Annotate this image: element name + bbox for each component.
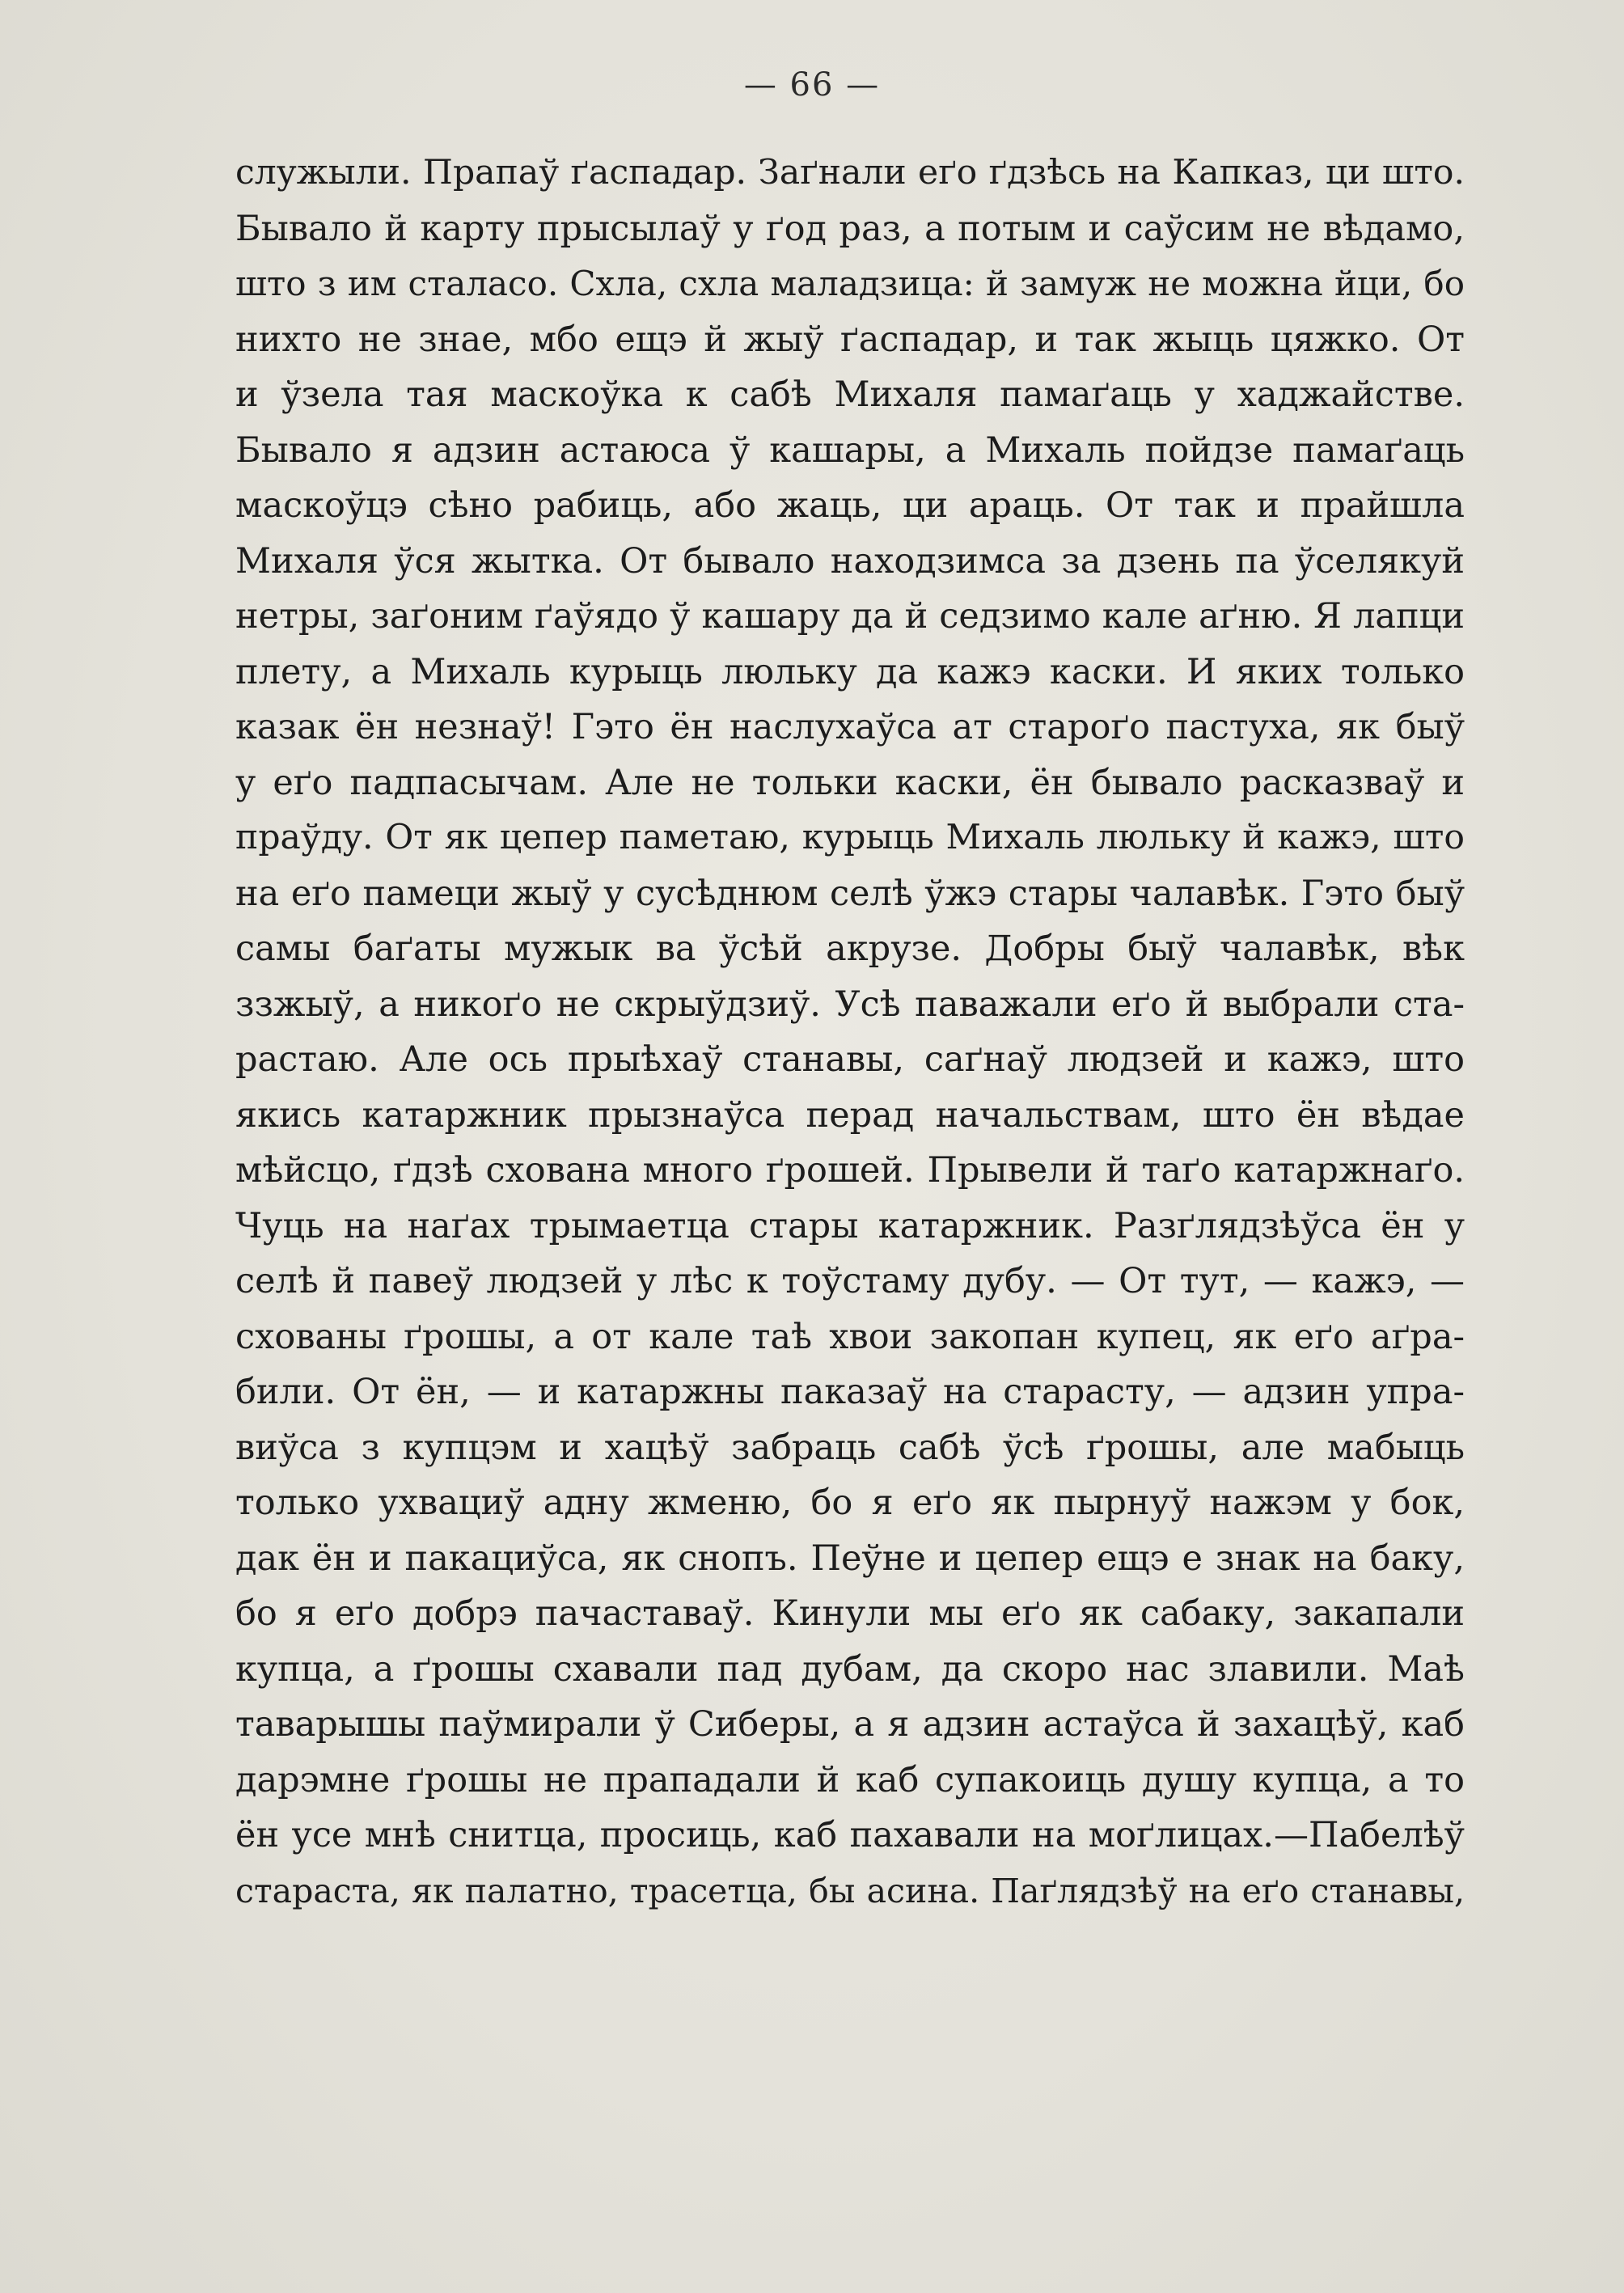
text-line: у еґо падпасычам. Але не тольки каски, ён бывало расказваў и: [235, 762, 1465, 803]
text-line: дак ён и пакациўса, як снопъ. Пеўне и цепер ещэ е знак на баку,: [235, 1538, 1465, 1579]
text-line: били. От ён, — и катаржны паказаў на старасту, — адзин упра-: [235, 1372, 1465, 1412]
text-line: стараста, як палатно, трасетца, бы асина. Паґлядзѣў на еґо станавы,: [235, 1871, 1465, 1910]
text-line: якись катаржник прызнаўса перад начальствам, што ён вѣдае: [235, 1094, 1465, 1136]
text-line: Михаля ўся жытка. От бывало находзимса за дзень па ўселякуй: [235, 540, 1465, 582]
page-number: — 66 —: [743, 66, 881, 104]
text-line: Бывало й карту прысылаў у ґод раз, а потым и саўсим не вѣдамо,: [235, 208, 1465, 249]
text-line: ён усе мнѣ снитца, просиць, каб пахавали на моґлицах.—Пабелѣў: [235, 1815, 1465, 1855]
text-line: селѣ й павеў людзей у лѣс к тоўстаму дубу. — От тут, — кажэ, —: [235, 1261, 1465, 1301]
text-line: плету, а Михаль курыць люльку да кажэ каски. И яких только: [235, 651, 1465, 692]
text-line: дарэмне ґрошы не прападали й каб супакоиць душу купца, а то: [235, 1759, 1465, 1800]
text-line: што з им сталасо. Схла, схла маладзица: й замуж не можна йци, бо: [235, 264, 1465, 303]
text-line: Чуць на наґах трымаетца стары катаржник. Разґлядзѣўса ён у: [235, 1205, 1465, 1246]
text-line: бо я еґо добрэ пачаставаў. Кинули мы еґо як сабаку, закапали: [235, 1593, 1465, 1634]
text-line: Бывало я адзин астаюса ў кашары, а Михаль пойдзе памаґаць: [235, 429, 1465, 471]
text-line: нетры, заґоним ґаўядо ў кашару да й седзимо кале аґню. Я лапци: [235, 596, 1465, 637]
text-line: схованы ґрошы, а от кале таѣ хвои закопан купец, як еґо аґра-: [235, 1316, 1465, 1357]
text-line: ззжыў, а никоґо не скрыўдзиў. Усѣ паважали еґо й выбрали ста-: [235, 984, 1465, 1025]
text-line: таварышы паўмирали ў Сиберы, а я адзин астаўса й захацѣў, каб: [235, 1704, 1465, 1745]
text-line: купца, а ґрошы схавали пад дубам, да скоро нас злавили. Маѣ: [235, 1648, 1465, 1690]
text-line: праўду. От як цепер паметаю, курыць Михаль люльку й кажэ, што: [235, 818, 1465, 857]
text-line: и ўзела тая маскоўка к сабѣ Михаля памаґаць у хаджайстве.: [235, 374, 1465, 415]
text-line: казак ён незнаў! Гэто ён наслухаўса ат староґо пастуха, як быў: [235, 707, 1465, 747]
text-line: виўса з купцэм и хацѣў забраць сабѣ ўсѣ ґрошы, але мабыць: [235, 1427, 1465, 1468]
text-line: маскоўцэ сѣно рабиць, або жаць, ци араць. От так и прайшла: [235, 485, 1465, 526]
text-line: служыли. Прапаў ґаспадар. Заґнали еґо ґдзѣсь на Капказ, ци што.: [235, 153, 1465, 192]
text-line: только ухвациў адну жменю, бо я еґо як пырнуў нажэм у бок,: [235, 1483, 1465, 1523]
text-line: на еґо памеци жыў у сусѣднюм селѣ ўжэ стары чалавѣк. Гэто быў: [235, 873, 1465, 914]
text-line: мѣйсцо, ґдзѣ схована много ґрошей. Прывели й таґо катаржнаґо.: [235, 1150, 1465, 1191]
body-text: [235, 146, 1465, 1919]
text-line: самы баґаты мужык ва ўсѣй акрузе. Добры быў чалавѣк, вѣк: [235, 929, 1465, 969]
text-line: нихто не знае, мбо ещэ й жыў ґаспадар, и так жыць цяжко. От: [235, 319, 1465, 360]
text-line: растаю. Але ось прыѣхаў станавы, саґнаў людзей и кажэ, што: [235, 1039, 1465, 1080]
